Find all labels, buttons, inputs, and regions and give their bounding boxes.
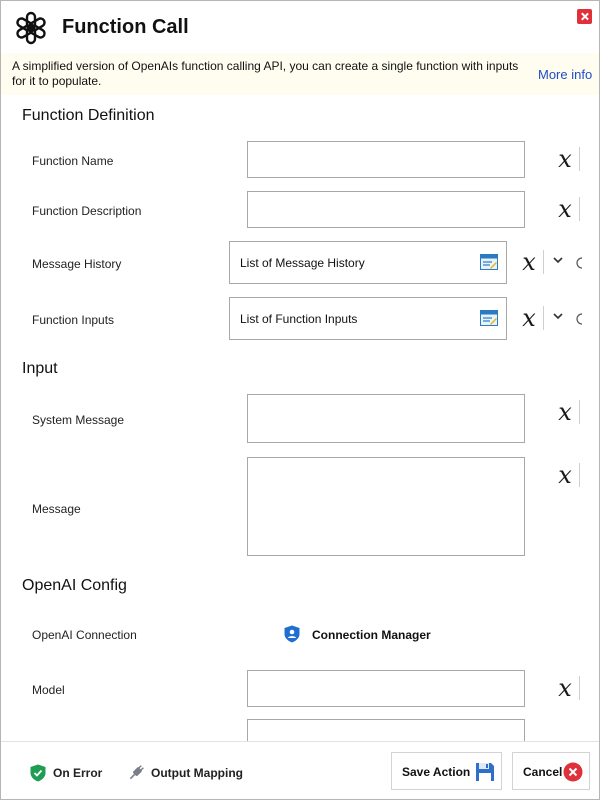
section-function-definition: Function Definition xyxy=(22,107,155,124)
clipped-field[interactable] xyxy=(247,719,525,741)
output-mapping-label: Output Mapping xyxy=(151,766,243,780)
shield-user-icon xyxy=(284,625,300,643)
model-field[interactable] xyxy=(247,670,525,707)
save-action-label: Save Action xyxy=(402,765,471,779)
cancel-icon xyxy=(563,762,583,782)
message-history-value: List of Message History xyxy=(240,256,365,270)
openai-connection-label: OpenAI Connection xyxy=(32,628,137,642)
function-name-field[interactable] xyxy=(247,141,525,178)
divider xyxy=(543,306,544,330)
divider xyxy=(543,250,544,274)
system-message-label: System Message xyxy=(32,413,125,427)
model-label: Model xyxy=(32,683,65,697)
function-name-input[interactable] xyxy=(248,142,524,177)
divider xyxy=(579,197,580,221)
list-editor-icon[interactable] xyxy=(480,254,498,270)
cancel-label: Cancel xyxy=(523,765,563,779)
cancel-button[interactable] xyxy=(512,752,590,790)
section-openai-config: OpenAI Config xyxy=(22,577,127,594)
chevron-down-icon[interactable] xyxy=(551,253,565,267)
message-field[interactable] xyxy=(247,457,525,556)
divider xyxy=(579,147,580,171)
footer-bar xyxy=(1,741,599,799)
close-button[interactable] xyxy=(577,9,592,24)
function-inputs-variable-button[interactable]: x xyxy=(522,304,536,332)
section-input: Input xyxy=(22,360,58,377)
dialog-title: Function Call xyxy=(62,16,189,38)
clipped-icon xyxy=(576,312,582,326)
chevron-down-icon[interactable] xyxy=(551,309,565,323)
function-inputs-value: List of Function Inputs xyxy=(240,312,358,326)
list-editor-icon[interactable] xyxy=(480,310,498,326)
message-variable-button[interactable]: x xyxy=(558,461,572,489)
function-inputs-field[interactable] xyxy=(229,297,507,340)
system-message-field[interactable] xyxy=(247,394,525,443)
model-variable-button[interactable]: x xyxy=(558,674,572,702)
system-message-input[interactable] xyxy=(248,395,524,442)
more-info-link[interactable]: More info xyxy=(538,67,593,82)
function-description-variable-button[interactable]: x xyxy=(558,195,572,223)
message-history-field[interactable] xyxy=(229,241,507,284)
message-input[interactable] xyxy=(248,458,524,555)
title-bar xyxy=(1,1,599,53)
divider xyxy=(579,463,580,487)
message-label: Message xyxy=(32,502,81,516)
function-name-label: Function Name xyxy=(32,154,114,168)
save-action-button[interactable] xyxy=(391,752,502,790)
system-message-variable-button[interactable]: x xyxy=(558,398,572,426)
function-name-variable-button[interactable]: x xyxy=(558,145,572,173)
floppy-disk-icon xyxy=(475,762,495,782)
function-description-input[interactable] xyxy=(248,192,524,227)
clipped-icon xyxy=(576,256,582,270)
function-inputs-label: Function Inputs xyxy=(32,313,115,327)
shield-check-icon xyxy=(29,764,47,782)
openai-logo-icon xyxy=(13,10,49,46)
message-history-label: Message History xyxy=(32,257,122,271)
info-banner xyxy=(1,53,599,95)
function-description-field[interactable] xyxy=(247,191,525,228)
on-error-label: On Error xyxy=(53,766,103,780)
model-input[interactable] xyxy=(248,671,524,706)
divider xyxy=(579,400,580,424)
info-text: A simplified version of OpenAIs function calling API, you can create a single function with inputs for it to populate. xyxy=(12,59,519,88)
divider xyxy=(579,676,580,700)
connection-manager-label: Connection Manager xyxy=(312,628,431,642)
plug-icon xyxy=(127,764,145,782)
function-description-label: Function Description xyxy=(32,204,142,218)
message-history-variable-button[interactable]: x xyxy=(522,248,536,276)
